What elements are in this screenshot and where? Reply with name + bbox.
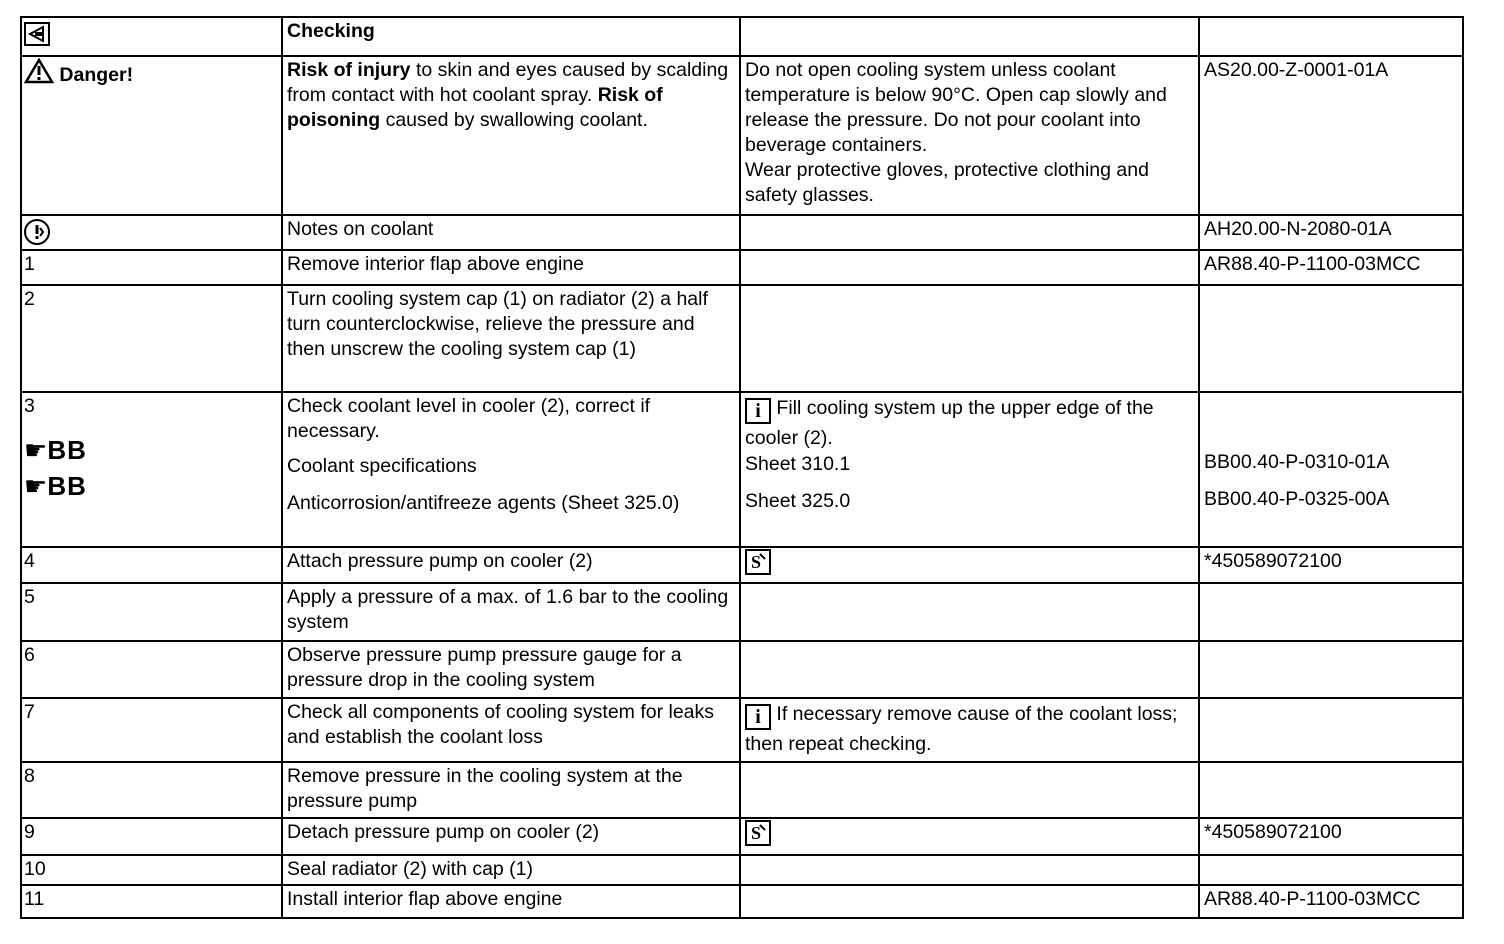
step-row [21, 583, 1463, 641]
bb-sheet: Sheet 310.1 [745, 453, 851, 475]
step-ref-cell [1199, 641, 1463, 698]
note-row [21, 215, 1463, 250]
step-number: 4 [21, 547, 282, 583]
step-row [21, 250, 1463, 285]
step-info-text: Fill cooling system up the upper edge of the cooler (2). [745, 397, 1154, 449]
step-number: 6 [21, 641, 282, 698]
step-row [21, 392, 1463, 547]
step-info-cell [740, 762, 1199, 818]
step-ref-cell [1199, 698, 1463, 762]
danger-row [21, 56, 1463, 215]
note-icon-cell [21, 215, 282, 250]
special-tool-icon [745, 549, 771, 575]
step-info-cell [740, 641, 1199, 698]
step-number: 5 [21, 583, 282, 641]
info-icon: i [745, 398, 771, 424]
step-info-cell [740, 547, 1199, 583]
risk-poisoning-text: caused by swallowing coolant. [385, 109, 648, 131]
step-number: 7 [21, 698, 282, 762]
step-text: Observe pressure pump pressure gauge for a pressure drop in the cooling system [282, 641, 740, 698]
step-ref-cell [1199, 583, 1463, 641]
step-text: Check all components of cooling system for leaks and establish the coolant loss [282, 698, 740, 762]
bb-text: Anticorrosion/antifreeze agents (Sheet 325.0) [287, 492, 680, 514]
step-row [21, 762, 1463, 818]
step-info-cell [740, 583, 1199, 641]
risk-injury-heading: Risk of injury [287, 59, 411, 81]
step-ref-cell [1199, 285, 1463, 392]
step-row [21, 641, 1463, 698]
note-circle-icon [24, 219, 50, 245]
danger-label: Danger! [59, 64, 134, 86]
step-text: Install interior flap above engine [282, 885, 740, 918]
back-arrow-icon[interactable] [24, 22, 50, 46]
step-text: Check coolant level in cooler (2), correct if necessary. [287, 395, 651, 442]
step-row [21, 855, 1463, 885]
step-ref[interactable]: *450589072100 [1199, 547, 1463, 583]
danger-risk-cell [282, 56, 740, 215]
bb-sheet: Sheet 325.0 [745, 490, 851, 512]
risk-poisoning-heading: Risk of poisoning [287, 84, 663, 131]
back-cell [21, 17, 282, 56]
step-ref[interactable]: AR88.40-P-1100-03MCC [1199, 885, 1463, 918]
step-number: 1 [21, 250, 282, 285]
svg-text:S: S [751, 552, 762, 571]
step-number-cell [21, 392, 282, 547]
note-ref[interactable]: AH20.00-N-2080-01A [1199, 215, 1463, 250]
step-text: Turn cooling system cap (1) on radiator (2) a half turn counterclockwise, relieve the pressure and then unscrew the cooling system cap (1) [282, 285, 740, 392]
step-row [21, 818, 1463, 855]
step-info-text: If necessary remove cause of the coolant loss; then repeat checking. [745, 703, 1178, 755]
info-icon: i [745, 704, 771, 730]
header-empty-cell [740, 17, 1199, 56]
header-row [21, 17, 1463, 56]
danger-measure-cell [740, 56, 1199, 215]
warning-triangle-icon [24, 64, 59, 86]
step-ref[interactable]: AR88.40-P-1100-03MCC [1199, 250, 1463, 285]
bb-reference[interactable]: ☛BB [24, 471, 87, 501]
step-number: 10 [21, 855, 282, 885]
step-info-cell [740, 885, 1199, 918]
step-info-cell [740, 392, 1199, 547]
step-number: 9 [21, 818, 282, 855]
bb-reference[interactable]: ☛BB [24, 435, 87, 465]
step-number: 3 [24, 395, 35, 417]
step-text: Remove interior flap above engine [282, 250, 740, 285]
danger-ref[interactable]: AS20.00-Z-0001-01A [1199, 56, 1463, 215]
step-ref[interactable]: *450589072100 [1199, 818, 1463, 855]
note-empty-cell [740, 215, 1199, 250]
step-text: Attach pressure pump on cooler (2) [282, 547, 740, 583]
step-ref-cell [1199, 762, 1463, 818]
step-text: Seal radiator (2) with cap (1) [282, 855, 740, 885]
page-title: Checking [282, 17, 740, 56]
special-tool-icon [745, 820, 771, 846]
step-number: 8 [21, 762, 282, 818]
bb-ref[interactable]: BB00.40-P-0325-00A [1204, 488, 1390, 510]
step-info-cell [740, 285, 1199, 392]
step-ref-cell [1199, 392, 1463, 547]
svg-text:S: S [751, 823, 762, 842]
pointing-hand-icon: ☛ [24, 471, 48, 501]
danger-measure-protective: Wear protective gloves, protective clothing and safety glasses. [745, 159, 1149, 206]
step-row [21, 698, 1463, 762]
procedure-table [20, 16, 1464, 919]
risk-injury-text: to skin and eyes caused by scalding from contact with hot coolant spray. [287, 59, 729, 106]
step-info-cell [740, 698, 1199, 762]
step-ref-cell [1199, 855, 1463, 885]
step-number: 11 [21, 885, 282, 918]
step-text: Detach pressure pump on cooler (2) [282, 818, 740, 855]
bb-ref[interactable]: BB00.40-P-0310-01A [1204, 451, 1390, 473]
danger-measure: Do not open cooling system unless coolant temperature is below 90°C. Open cap slowly and release the pressure. Do not pour coolant into beverage containers. [745, 59, 1167, 156]
step-number: 2 [21, 285, 282, 392]
step-row [21, 885, 1463, 918]
danger-label-cell [21, 56, 282, 215]
header-empty-cell [1199, 17, 1463, 56]
step-text: Remove pressure in the cooling system at the pressure pump [282, 762, 740, 818]
step-text: Apply a pressure of a max. of 1.6 bar to the cooling system [282, 583, 740, 641]
step-row [21, 285, 1463, 392]
step-row [21, 547, 1463, 583]
pointing-hand-icon: ☛ [24, 435, 48, 465]
note-text: Notes on coolant [282, 215, 740, 250]
step-info-cell [740, 250, 1199, 285]
step-info-cell [740, 855, 1199, 885]
step-info-cell [740, 818, 1199, 855]
step-text-cell [282, 392, 740, 547]
bb-text: Coolant specifications [287, 455, 477, 477]
